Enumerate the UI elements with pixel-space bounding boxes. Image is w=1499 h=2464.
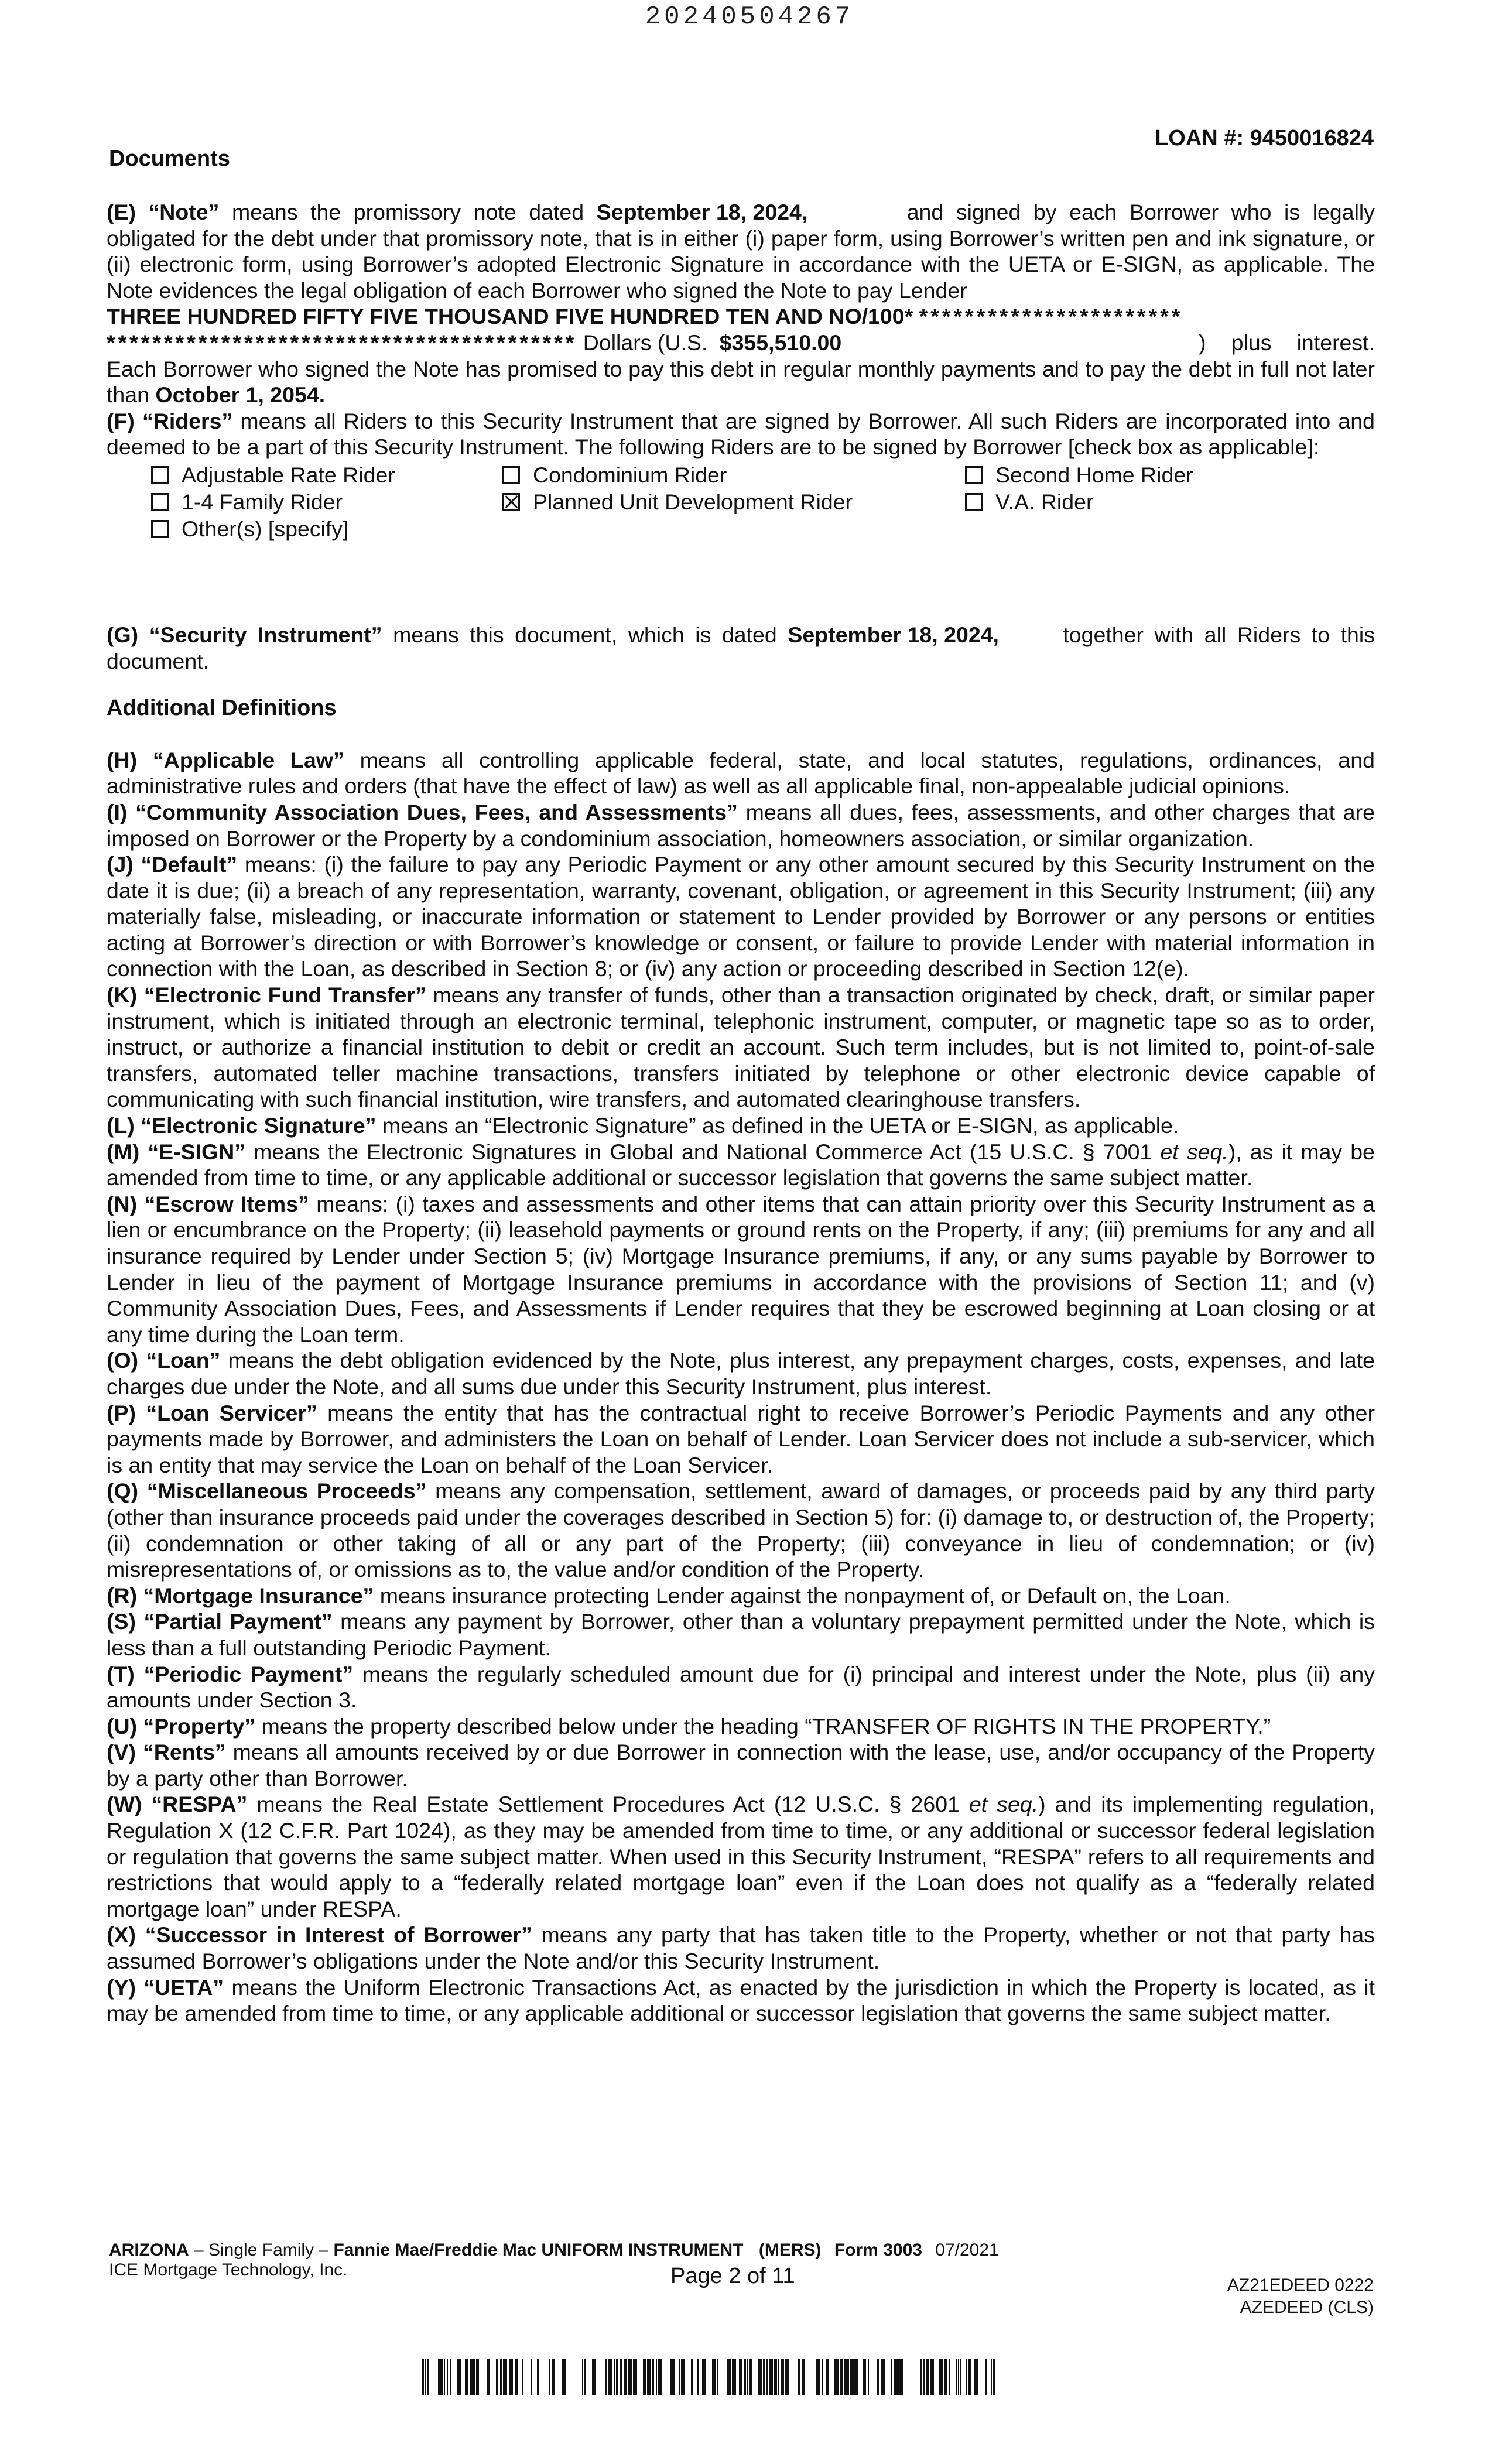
document-body (107, 199, 1375, 2027)
definition-text: means insurance protecting Lender against the nonpayment of, or Default on, the Loan. (374, 1583, 1231, 1608)
loan-amount: $355,510.00 (719, 330, 842, 355)
definition (107, 1191, 1375, 1348)
definition-label: (N) “Escrow Items” (107, 1191, 309, 1216)
definition-text: means the Electronic Signatures in Global and National Commerce Act (15 U.S.C. § 7001 (245, 1139, 1161, 1164)
additional-definitions-heading: Additional Definitions (107, 696, 337, 721)
security-instrument-date: September 18, 2024, (788, 622, 999, 647)
rider-option (965, 461, 1258, 488)
footer-mers: (MERS) (758, 2240, 822, 2260)
amount-words: THREE HUNDRED FIFTY FIVE THOUSAND FIVE HUNDRED TEN AND NO/100* (107, 304, 913, 329)
definition-label: (V) “Rents” (107, 1740, 226, 1765)
section-label: Documents (109, 146, 230, 171)
definition (107, 799, 1375, 851)
definition-text: ) and its implementing regulation, Regulation X (12 C.F.R. Part 1024), as they may be amended from time to time, or any additional or successor federal legislation or regulation that governs the same subject matter. When used in this Security Instrument, “RESPA” refers to all requirements and restrictions that would apply to a “federally related mortgage loan” even if the Loan does not qualify as a “federally related mortgage loan” under RESPA. (107, 1792, 1375, 1921)
definition (107, 1713, 1375, 1740)
footer-form-number: Form 3003 (834, 2240, 922, 2260)
definitions-list (107, 747, 1375, 2027)
filler-stars: *********************** (919, 304, 1183, 329)
definition-note (107, 199, 1375, 303)
loan-label: LOAN #: (1155, 126, 1244, 150)
definition-text: means any transfer of funds, other than a transaction originated by check, draft, or similar paper instrument, which is initiated through an electronic terminal, telephonic instrument, computer, or magnetic tape so as to order, instruct, or authorize a financial institution to debit or credit an account. Such term includes, but is not limited to, point-of-sale transfers, automated teller machine transactions, transfers initiated by telephone or other electronic device capable of communicating with such financial institution, wire transfers, and automated clearinghouse transfers. (107, 983, 1375, 1112)
definition (107, 1609, 1375, 1661)
rider-option (151, 461, 502, 488)
definition (107, 1478, 1375, 1582)
definition (107, 747, 1375, 799)
checkbox-icon (502, 466, 520, 484)
definition-label: (P) “Loan Servicer” (107, 1400, 317, 1425)
definition-label: (E) “Note” (107, 200, 220, 224)
filler-stars: ***************************************** (107, 330, 577, 355)
barcode (422, 2359, 998, 2395)
page-number: Page 2 of 11 (670, 2264, 795, 2288)
definition-text: means the property described below under the heading “TRANSFER OF RIGHTS IN THE PROPERTY.” (255, 1713, 1271, 1739)
footer-form-desc: – Single Family – (189, 2240, 334, 2260)
definition (107, 851, 1375, 982)
definition (107, 1400, 1375, 1479)
checked-box-icon (502, 493, 520, 511)
definition-label: (S) “Partial Payment” (107, 1609, 333, 1634)
checkbox-icon (965, 466, 983, 484)
definition (107, 1922, 1375, 1974)
definition-text: means the regularly scheduled amount due for (i) principal and interest under the Note, plus (ii) any amounts under Section 3. (107, 1661, 1375, 1713)
amount-words-line (107, 303, 1375, 330)
definition-security-instrument (107, 622, 1375, 674)
definition-text: means the promissory note dated (219, 200, 597, 224)
definition-text: means an “Electronic Signature” as defined in the UETA or E-SIGN, as applicable. (376, 1113, 1179, 1138)
definition-text: means any party that has taken title to the Property, whether or not that party has assumed Borrower’s obligations under the Note and/or this Security Instrument. (107, 1922, 1375, 1974)
definition (107, 1583, 1375, 1609)
definition-text: means this document, which is dated (382, 622, 788, 647)
rider-label: Other(s) [specify] (182, 516, 349, 541)
dollars-label: Dollars (U.S. (583, 330, 708, 355)
definition-text: means any payment by Borrower, other than a voluntary prepayment permitted under the Note, which is less than a full outstanding Periodic Payment. (107, 1609, 1375, 1660)
definition-label: (Y) “UETA” (107, 1974, 224, 2000)
rider-label: Adjustable Rate Rider (182, 462, 395, 487)
rider-option (151, 515, 502, 542)
definition (107, 1113, 1375, 1139)
definition-italic: et seq. (1160, 1139, 1228, 1164)
spacer (107, 545, 1375, 622)
definition-label: (X) “Successor in Interest of Borrower” (107, 1922, 532, 1948)
definition (107, 982, 1375, 1113)
rider-label: 1-4 Family Rider (182, 489, 343, 514)
rider-label: Planned Unit Development Rider (533, 489, 853, 514)
definition-text: means all controlling applicable federal, state, and local statutes, regulations, ordinances, and administrative rules and orders (that have the effect of law) as well as all applicable final, non-appealable judicial opinions. (107, 747, 1375, 799)
definition-label: (T) “Periodic Payment” (107, 1661, 354, 1686)
definition (107, 1347, 1375, 1399)
definition-label: (F) “Riders” (107, 408, 233, 433)
footer-codes (1227, 2274, 1374, 2319)
definition (107, 1139, 1375, 1191)
rider-option (502, 488, 965, 515)
definition-label: (R) “Mortgage Insurance” (107, 1583, 374, 1608)
definition (107, 1974, 1375, 2027)
definition-label: (G) “Security Instrument” (107, 622, 382, 647)
definition-text: means the Real Estate Settlement Procedures Act (12 U.S.C. § 2601 (247, 1792, 969, 1817)
loan-number: 9450016824 (1250, 126, 1374, 150)
definition-label: (U) “Property” (107, 1713, 256, 1739)
rider-option (965, 488, 1258, 515)
definition-text: means the entity that has the contractual right to receive Borrower’s Periodic Payments and any other payments made by Borrower, and administers the Loan on behalf of Lender. Loan Servicer does not include a sub-servicer, which is an entity that may service the Loan on behalf of the Loan Servicer. (107, 1400, 1375, 1477)
definition-text: ) plus interest. Each Borrower who signed the Note has promised to pay this debt in regular monthly payments and to pay the debt in full not later than (107, 330, 1375, 408)
footer-company: ICE Mortgage Technology, Inc. (109, 2260, 348, 2280)
rider-label: Condominium Rider (533, 462, 727, 487)
definition-italic: et seq. (968, 1792, 1039, 1817)
definition-text: means: (i) the failure to pay any Periodic Payment or any other amount secured by this Security Instrument on the date it is due; (ii) a breach of any representation, warranty, covenant, obligation, or agreement in this Security Instrument; (iii) any materially false, misleading, or inaccurate information or statement to Lender provided by Borrower or any persons or entities acting at Borrower’s direction or with Borrower’s knowledge or consent, or failure to provide Lender with material information in connection with the Loan, as described in Section 8; or (iv) any action or proceeding described in Section 12(e). (107, 852, 1375, 981)
recording-number: 20240504267 (645, 2, 854, 32)
footer-code: AZEDEED (CLS) (1240, 2298, 1374, 2317)
definition-text: means the debt obligation evidenced by the Note, plus interest, any prepayment charges, costs, expenses, and late charges due under the Note, and all sums due under this Security Instrument, plus interest. (107, 1348, 1375, 1399)
checkbox-icon (151, 466, 169, 484)
riders-checklist (107, 461, 1375, 542)
definition (107, 1661, 1375, 1713)
definition-label: (Q) “Miscellaneous Proceeds” (107, 1479, 427, 1504)
definition-label: (J) “Default” (107, 852, 238, 877)
definition-text: means the Uniform Electronic Transactions Act, as enacted by the jurisdiction in which the Property is located, as it may be amended from time to time, or any applicable additional or successor legislation that governs the same subject matter. (107, 1974, 1375, 2026)
definition-text: means all amounts received by or due Borrower in connection with the lease, use, and/or occupancy of the Property by a party other than Borrower. (107, 1740, 1375, 1791)
checkbox-icon (965, 493, 983, 511)
definition-label: (W) “RESPA” (107, 1792, 248, 1817)
definition-label: (O) “Loan” (107, 1348, 221, 1373)
definition-text: means: (i) taxes and assessments and other items that can attain priority over this Security Instrument as a lien or encumbrance on the Property; (ii) leasehold payments or ground rents on the Property, if any; (iii) premiums for any and all insurance required by Lender under Section 5; (iv) Mortgage Insurance premiums, if any, or any sums payable by Borrower to Lender in lieu of the payment of Mortgage Insurance premiums in accordance with the provisions of Section 11; and (v) Community Association Dues, Fees, and Assessments if Lender requires that they be escrowed beginning at Loan closing or at any time during the Loan term. (107, 1191, 1375, 1347)
definition (107, 1739, 1375, 1791)
footer-state: ARIZONA (109, 2240, 189, 2260)
definition-text: means any compensation, settlement, award of damages, or proceeds paid by any third party (other than insurance proceeds paid under the coverages described in Section 5) for: (i) damage to, or destruction of, the Property; (ii) condemnation or other taking of all or any part of the Property; (iii) conveyance in lieu of condemnation; or (iv) misrepresentations of, or omissions as to, the value and/or condition of the Property. (107, 1479, 1375, 1582)
definition-text: means all Riders to this Security Instrument that are signed by Borrower. All such Riders are incorporated into and deemed to be a part of this Security Instrument. The following Riders are to be signed by Borrower [check box as applicable]: (107, 408, 1375, 460)
rider-option (151, 488, 502, 515)
definition-label: (K) “Electronic Fund Transfer” (107, 983, 426, 1008)
footer-code: AZ21EDEED 0222 (1227, 2275, 1374, 2295)
definition-text: together with all Riders to this document. (107, 622, 1375, 673)
maturity-date: October 1, 2054. (155, 382, 326, 408)
definition-riders (107, 408, 1375, 460)
definition-text: and signed by each Borrower who is legally obligated for the debt under that promissory note, that is in either (i) paper form, using Borrower’s written pen and ink signature, or (ii) electronic form, using Borrower’s adopted Electronic Signature in accordance with the UETA or E-SIGN, as applicable. The Note evidences the legal obligation of each Borrower who signed the Note to pay Lender (107, 200, 1375, 303)
rider-label: Second Home Rider (995, 462, 1193, 487)
loan-number-header (1155, 126, 1374, 151)
footer-form-date: 07/2021 (935, 2240, 999, 2260)
definition (107, 1791, 1375, 1922)
checkbox-icon (151, 520, 169, 538)
footer-instrument: Fannie Mae/Freddie Mac UNIFORM INSTRUMENT (333, 2240, 744, 2260)
rider-option (502, 461, 965, 488)
definition-label: (H) “Applicable Law” (107, 747, 344, 772)
checkbox-icon (151, 493, 169, 511)
definition-text: ), as it may be amended from time to time, or any applicable additional or successor legislation that governs the same subject matter. (107, 1139, 1375, 1190)
rider-label: V.A. Rider (995, 489, 1094, 514)
note-date: September 18, 2024, (596, 200, 808, 224)
definition-label: (L) “Electronic Signature” (107, 1113, 377, 1138)
definition-text: means all dues, fees, assessments, and other charges that are imposed on Borrower or the Property by a condominium association, homeowners association, or similar organization. (107, 799, 1375, 851)
definition-label: (I) “Community Association Dues, Fees, and Assessments” (107, 799, 738, 824)
definition-label: (M) “E-SIGN” (107, 1139, 246, 1164)
footer-form-info (109, 2240, 999, 2280)
